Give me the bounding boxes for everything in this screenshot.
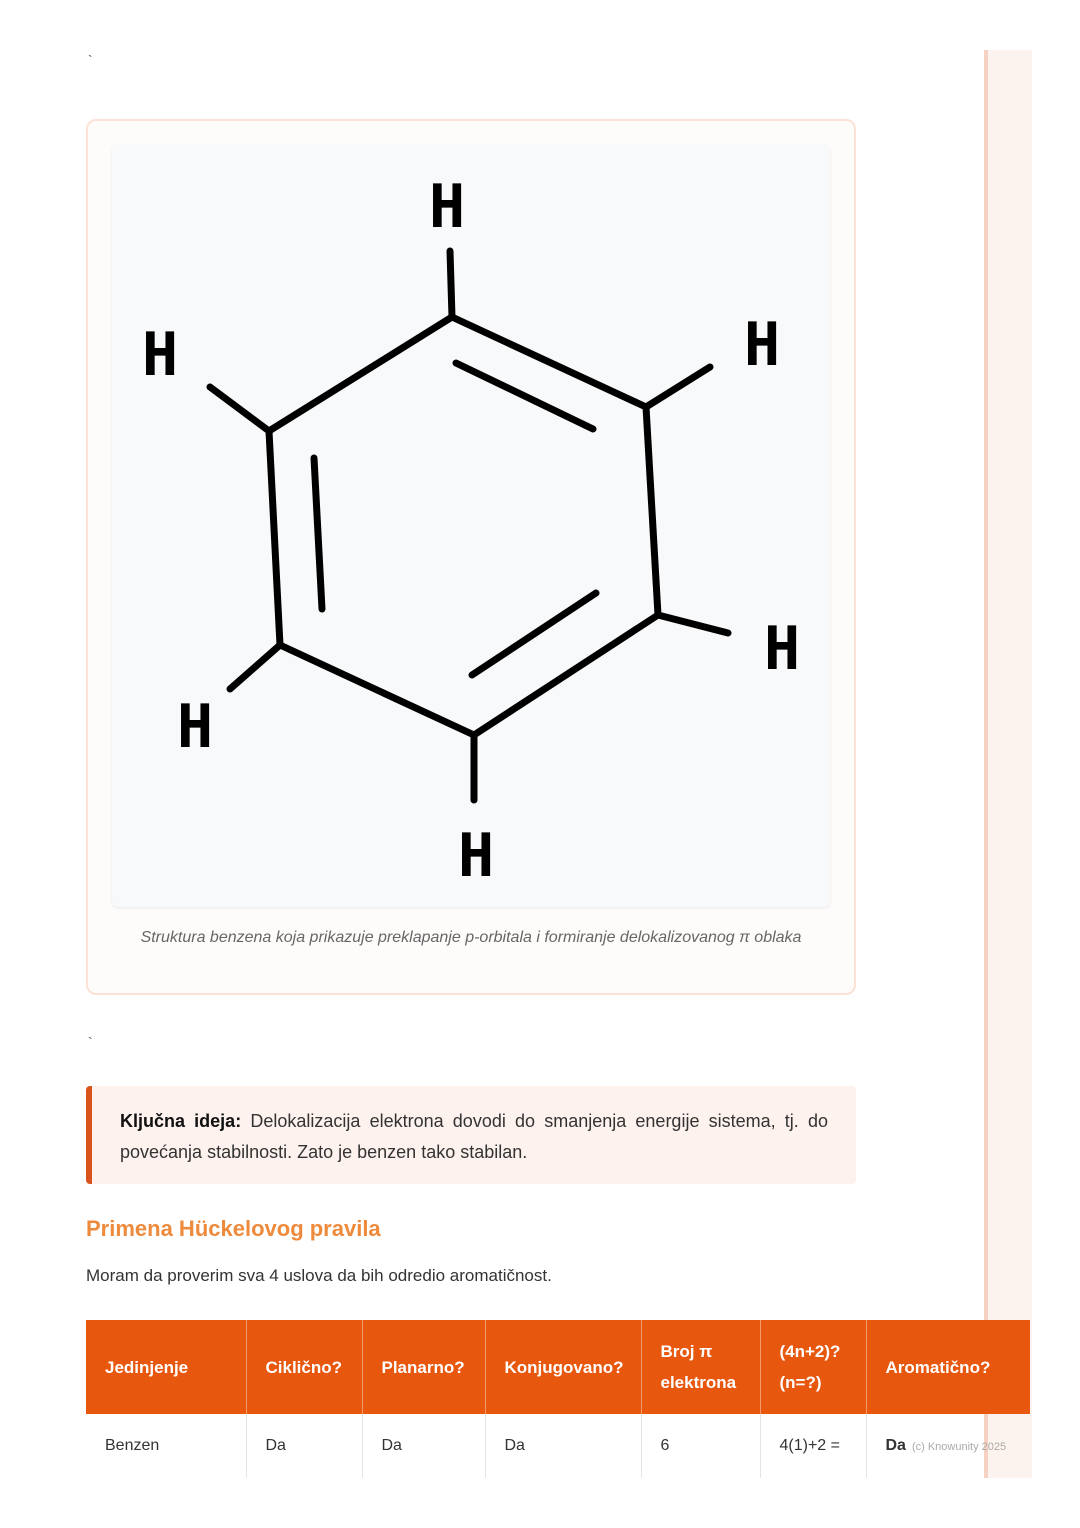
- bond-c5-h: [230, 645, 280, 689]
- cell-pi-electrons: 6: [641, 1414, 760, 1478]
- hydrogen-atom-top: H: [428, 172, 466, 242]
- hydrogen-atom-upper-right: H: [743, 310, 781, 380]
- bond-c3-h: [658, 615, 728, 633]
- benzene-structure-diagram: [112, 145, 830, 907]
- cell-4n2: 4(1)+2 =: [760, 1414, 866, 1478]
- bond-c2-c3: [646, 407, 658, 615]
- figure-caption: Struktura benzena koja prikazuje preklapanje p-orbitala i formiranje delokalizovanog π oblaka: [140, 929, 802, 946]
- hydrogen-atom-bottom: H: [457, 821, 495, 891]
- hydrogen-atom-lower-left: H: [176, 692, 214, 762]
- hydrogen-atom-upper-left: H: [141, 320, 179, 390]
- hydrogen-atom-lower-right: H: [763, 614, 801, 684]
- section-intro: Moram da proverim sva 4 uslova da bih odredio aromatičnost.: [86, 1266, 552, 1285]
- cell-conjugated: Da: [485, 1414, 641, 1478]
- bond-c2-h: [646, 367, 710, 407]
- bond-c5-c6: [269, 431, 280, 645]
- table-header-row: [86, 1320, 1030, 1414]
- bond-c1-c2: [452, 317, 646, 407]
- column-header-pi-electrons: Broj π elektrona: [641, 1320, 760, 1414]
- benzene-figure: [86, 119, 856, 995]
- huckel-rule-table: [86, 1320, 1030, 1478]
- benzene-structure-panel: [112, 145, 830, 907]
- right-margin-strip: [984, 50, 1032, 1478]
- watermark: (c) Knowunity 2025: [911, 1441, 1007, 1453]
- column-header-compound: Jedinjenje: [86, 1320, 246, 1414]
- column-header-4n2: (4n+2)? (n=?): [760, 1320, 866, 1414]
- cell-aromatic: [866, 1414, 1030, 1478]
- column-header-planar: Planarno?: [362, 1320, 485, 1414]
- column-header-conjugated: Konjugovano?: [485, 1320, 641, 1414]
- column-header-aromatic: Aromatično?: [866, 1320, 1030, 1414]
- bond-c4-c5: [280, 645, 474, 735]
- cell-compound: Benzen: [86, 1414, 246, 1478]
- key-idea-text: Delokalizacija elektrona dovodi do smanjenja energije sistema, tj. do povećanja stabilnosti. Zato je benzen tako stabilan.: [120, 1111, 828, 1162]
- bond-c3-c4: [474, 615, 658, 735]
- table-row: [86, 1414, 1030, 1478]
- tick-mark-middle: `: [88, 1034, 93, 1050]
- key-idea-callout: [86, 1086, 856, 1184]
- huckel-table-container: [86, 1320, 1030, 1478]
- bond-c1-h: [450, 251, 452, 317]
- key-idea-label: Ključna ideja:: [120, 1111, 242, 1131]
- double-bond-inner-left: [314, 458, 322, 609]
- bond-c6-c1: [269, 317, 452, 431]
- tick-mark-top: `: [88, 52, 93, 68]
- column-header-cyclic: Ciklično?: [246, 1320, 362, 1414]
- cell-cyclic: Da: [246, 1414, 362, 1478]
- bond-c6-h: [210, 387, 269, 431]
- section-title: Primena Hückelovog pravila: [86, 1216, 381, 1241]
- double-bond-inner-bottom: [472, 593, 596, 675]
- cell-planar: Da: [362, 1414, 485, 1478]
- cell-aromatic-value: Da: [885, 1437, 906, 1454]
